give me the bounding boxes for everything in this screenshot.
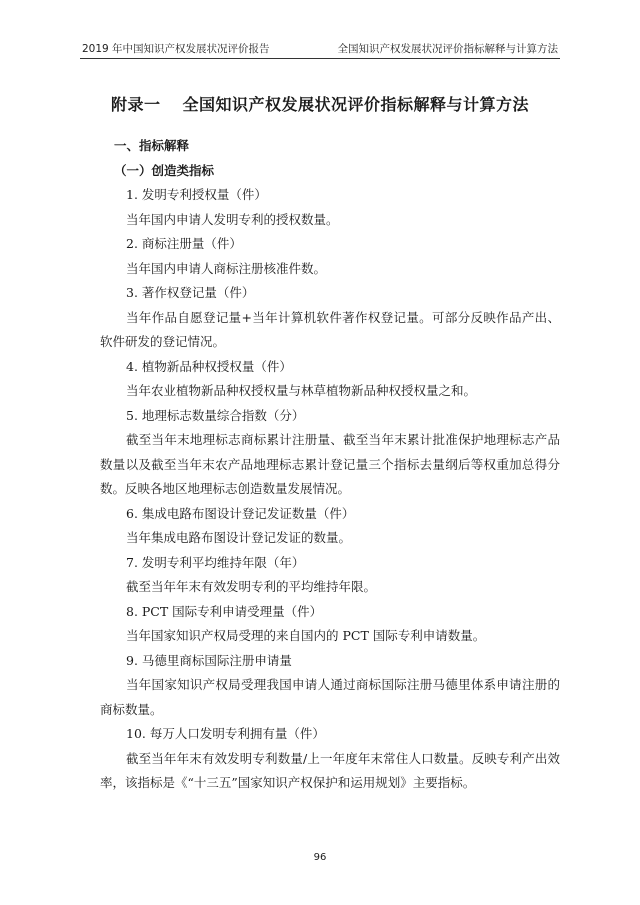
page-number: 96 [313, 852, 327, 863]
appendix-label: 附录一 [110, 95, 161, 114]
item-description: 截至当年末地理标志商标累计注册量、截至当年末累计批准保护地理标志产品数量以及截至当年末农产品地理标志累计登记量三个指标去量纲后等权重加总得分数。反映各地区地理标志创造数量发展情况。 [100, 432, 560, 496]
item-label: 2. 商标注册量（件） [126, 236, 242, 251]
item-label: 4. 植物新品种权授权量（件） [126, 358, 292, 374]
item-description: 截至当年年末有效发明专利的平均维持年限。 [126, 579, 377, 594]
item-label: 1. 发明专利授权量（件） [126, 187, 267, 202]
item-description: 当年国家知识产权局受理我国申请人通过商标国际注册马德里体系申请注册的商标数量。 [100, 677, 560, 717]
header-rule [80, 58, 560, 59]
item-label: 5. 地理标志数量综合指数（分） [126, 407, 305, 423]
item-description: 当年集成电路布图设计登记发证的数量。 [126, 530, 352, 545]
running-header-right: 全国知识产权发展状况评价指标解释与计算方法 [337, 43, 558, 55]
appendix-title: 全国知识产权发展状况评价指标解释与计算方法 [182, 95, 530, 114]
item-description: 当年国内申请人商标注册核准件数。 [126, 260, 327, 276]
item-label: 3. 著作权登记量（件） [126, 285, 255, 300]
section-heading: 一、指标解释 [114, 138, 190, 153]
item-label: 7. 发明专利平均维持年限（年） [126, 554, 305, 570]
item-label: 9. 马德里商标国际注册申请量 [126, 652, 292, 668]
running-header-left: 2019 年中国知识产权发展状况评价报告 [82, 43, 270, 55]
item-description: 截至当年年末有效发明专利数量/上一年度年末常住人口数量。反映专利产出效率，该指标是《“十三五”国家知识产权保护和运用规划》主要指标。 [100, 750, 560, 790]
item-description: 当年农业植物新品种权授权量与林草植物新品种权授权量之和。 [126, 383, 477, 398]
item-description: 当年国内申请人发明专利的授权数量。 [126, 211, 339, 227]
content-body [100, 134, 560, 796]
item-label: 8. PCT 国际专利申请受理量（件） [126, 603, 323, 619]
item-description: 当年作品自愿登记量+当年计算机软件著作权登记量。可部分反映作品产出、软件研发的登记情况。 [100, 309, 560, 349]
item-description: 当年国家知识产权局受理的来自国内的 PCT 国际专利申请数量。 [126, 628, 486, 643]
item-label: 10. 每万人口发明专利拥有量（件） [126, 726, 325, 741]
item-label: 6. 集成电路布图设计登记发证数量（件） [126, 505, 355, 521]
subsection-heading: （一）创造类指标 [114, 162, 215, 178]
page-title [0, 92, 640, 115]
